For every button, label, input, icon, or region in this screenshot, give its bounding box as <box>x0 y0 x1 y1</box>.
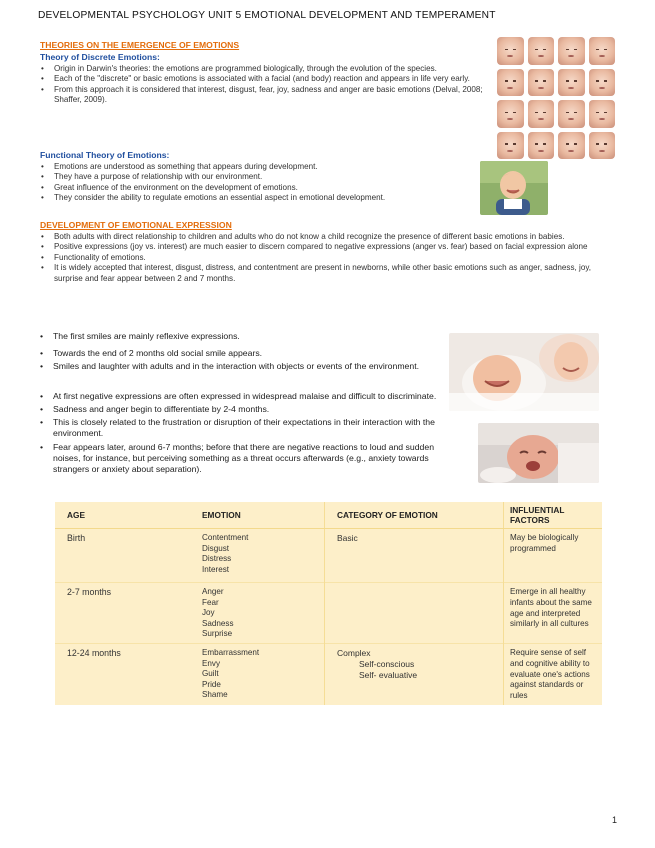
factors-cell: Emerge in all healthy infants about the same age and interpreted similarly in all cultures <box>504 583 603 644</box>
list-item: • Emotions are understood as something that appears during development. <box>38 162 478 172</box>
baby-face <box>528 37 555 65</box>
category-cell <box>325 643 504 704</box>
baby-face <box>528 100 555 128</box>
emotion-item: Envy <box>202 658 220 668</box>
discrete-theory-heading: Theory of Discrete Emotions: <box>40 52 160 62</box>
emotion-item: Fear <box>202 597 219 607</box>
category-label: Complex <box>337 647 371 658</box>
table-row <box>55 529 602 583</box>
baby-face <box>589 37 616 65</box>
list-item: • Fear appears later, around 6-7 months; before that there are negative reactions to loud and sudden noises, for instance, but perceiving something as a threat occurs afterwards (e.g., anxiety towards strangers or anxiety about separation). <box>37 442 457 475</box>
functional-theory-list <box>38 162 478 204</box>
theories-heading: THEORIES ON THE EMERGENCE OF EMOTIONS <box>40 40 240 50</box>
emotion-item: Guilt <box>202 669 219 679</box>
functional-theory-heading: Functional Theory of Emotions: <box>40 150 170 160</box>
baby-face <box>558 100 585 128</box>
baby-face <box>528 132 555 160</box>
baby-face <box>589 69 616 97</box>
baby-face <box>589 132 616 160</box>
list-item: • The first smiles are mainly reflexive expressions. <box>37 331 437 342</box>
category-cell: Basic <box>325 529 504 583</box>
list-item: • It is widely accepted that interest, disgust, distress, and contentment are present in newborns, while other basic emotions such as anger, sadness, joy, surprise and fear appear between 2 and 7 months. <box>38 263 604 284</box>
emotion-item: Sadness <box>202 618 234 628</box>
emotion-item: Shame <box>202 690 228 700</box>
list-item: • They consider the ability to regulate emotions an essential aspect in emotional development. <box>38 193 478 203</box>
factors-cell: Require sense of self and cognitive ability to evaluate one's actions against standards or rules <box>504 643 603 704</box>
table-header: AGE <box>55 502 193 529</box>
discrete-theory-list <box>38 64 484 106</box>
crying-baby-photo <box>478 423 599 483</box>
page-number: 1 <box>611 815 617 825</box>
list-item: • Each of the "discrete" or basic emotions is associated with a facial (and body) reaction and appears in life very early. <box>38 74 484 84</box>
emotion-item: Surprise <box>202 629 233 639</box>
emotion-item: Joy <box>202 608 215 618</box>
age-cell: 2-7 months <box>55 583 193 644</box>
table-header-row <box>55 502 602 529</box>
baby-face <box>558 37 585 65</box>
emotion-item: Contentment <box>202 533 249 542</box>
emotion-item: Distress <box>202 554 232 564</box>
category-sub-item: Self-conscious <box>359 658 415 669</box>
expression-list <box>38 232 604 284</box>
table-row <box>55 643 602 704</box>
list-item: • Origin in Darwin's theories: the emotions are programmed biologically, through the evolution of the species. <box>38 64 484 74</box>
table-header: INFLUENTIAL FACTORS <box>504 502 603 529</box>
table-row <box>55 583 602 644</box>
smiling-baby-photo <box>480 161 548 215</box>
emotion-cell <box>193 643 325 704</box>
list-item: • Great influence of the environment on the development of emotions. <box>38 183 478 193</box>
baby-face <box>497 100 524 128</box>
list-item: • Smiles and laughter with adults and in the interaction with objects or events of the environment. <box>37 361 437 372</box>
age-cell: 12-24 months <box>55 643 193 704</box>
list-item: • They have a purpose of relationship with our environment. <box>38 172 478 182</box>
expression-heading: DEVELOPMENT OF EMOTIONAL EXPRESSION <box>40 220 232 230</box>
list-item: • Both adults with direct relationship to children and adults who do not know a child recognize the presence of different basic emotions in babies. <box>38 232 604 242</box>
factors-cell: May be biologically programmed <box>504 529 603 583</box>
category-sub-item: Self- evaluative <box>359 669 418 680</box>
document-title: DEVELOPMENTAL PSYCHOLOGY UNIT 5 EMOTIONAL DEVELOPMENT AND TEMPERAMENT <box>38 10 496 21</box>
list-item: • Functionality of emotions. <box>38 253 604 263</box>
smiles-list-2 <box>37 348 437 374</box>
baby-face <box>497 37 524 65</box>
baby-face <box>528 69 555 97</box>
table-header: EMOTION <box>193 502 325 529</box>
mother-and-baby-photo <box>449 333 599 411</box>
smiles-list <box>37 331 437 344</box>
table-header: CATEGORY OF EMOTION <box>325 502 504 529</box>
list-item: • Sadness and anger begin to differentiate by 2-4 months. <box>37 404 457 415</box>
baby-faces-image <box>497 37 615 159</box>
list-item: • From this approach it is considered that interest, disgust, fear, joy, sadness and anger are basic emotions (Delval, 2008; Shaffer, 2009). <box>38 85 484 106</box>
emotion-item: Embarrassment <box>202 647 260 657</box>
emotion-item: Interest <box>202 564 229 574</box>
age-cell: Birth <box>55 529 193 583</box>
baby-face <box>589 100 616 128</box>
emotion-cell <box>193 529 325 583</box>
list-item: • At first negative expressions are often expressed in widespread malaise and difficult to discriminate. <box>37 391 457 402</box>
list-item: • Positive expressions (joy vs. interest) are much easier to discern compared to negative expressions (anger vs. fear) based on facial expression alone <box>38 242 604 252</box>
baby-face <box>558 132 585 160</box>
emotion-item: Disgust <box>202 543 229 553</box>
emotion-item: Pride <box>202 679 221 689</box>
list-item: • Towards the end of 2 months old social smile appears. <box>37 348 437 359</box>
emotion-cell <box>193 583 325 644</box>
negative-expression-list <box>37 391 457 477</box>
emotion-item: Anger <box>202 587 224 596</box>
baby-face <box>558 69 585 97</box>
emotion-development-table <box>55 502 602 705</box>
list-item: • This is closely related to the frustration or disruption of their expectations in their interaction with the environment. <box>37 417 457 439</box>
baby-face <box>497 69 524 97</box>
baby-face <box>497 132 524 160</box>
category-cell <box>325 583 504 644</box>
